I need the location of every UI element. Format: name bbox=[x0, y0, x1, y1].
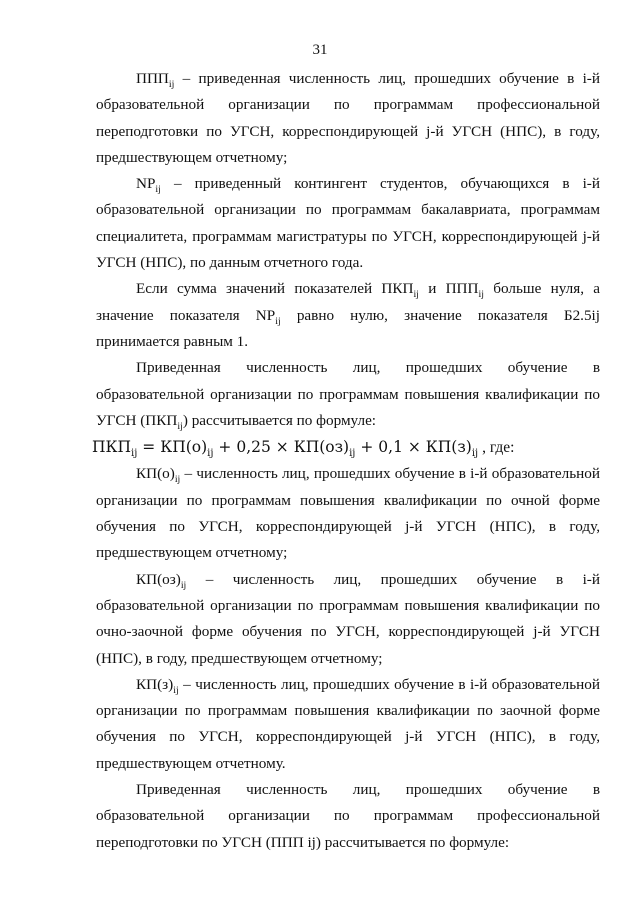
paragraph-pkp-intro: Приведенная численность лиц, прошедших обучение в образовательной организации по программам повышения квалификации по УГСН $(ПКП_{ij})$ рассчитывается по формуле: bbox=[96, 359, 600, 432]
formula-pkp: $ПКП_{ij} = КП(о)_{ij} + 0,25 \times КП(оз)_{ij} + 0,1 \times КП(з)_{ij}$ , где: bbox=[92, 438, 515, 460]
document-body bbox=[92, 66, 600, 856]
paragraph-condition: Если сумма значений показателей $ПКП_{ij}$ и $ППП_{ij}$ больше нуля, а значение показателя $NP_{ij}$ равно нулю, значение показателя Б2.5ij принимается равным 1. bbox=[96, 280, 600, 350]
paragraph-np-definition bbox=[96, 171, 600, 276]
term-np: NP bbox=[136, 175, 156, 193]
page-number: 31 bbox=[312, 42, 328, 58]
subscript-ij: ij bbox=[168, 79, 175, 91]
definition-text: – приведенный контингент студентов, обучающихся в i-й образовательной организации по программам бакалавриата, программам специалитета, программам магистратуры по УГСН, корреспондирующей j-й УГСН (НПС), по данным отчетного года. bbox=[96, 175, 600, 272]
paragraph-ppp-intro: Приведенная численность лиц, прошедших обучение в образовательной организации по программам профессиональной переподготовки по УГСН (ППП ij) рассчитывается по формуле: bbox=[96, 781, 600, 851]
definition-kp-z: $КП(з)_{ij}$ – численность лиц, прошедших обучение в i-й образовательной организации по программам повышения квалификации по заочной форме обучения по УГСН, корреспондирующей j-й УГСН (НПС), в году, предшествующем отчетному. bbox=[96, 675, 600, 772]
definition-kp-o: $КП(о)_{ij}$ – численность лиц, прошедших обучение в i-й образовательной организации по программам повышения квалификации по очной форме обучения по УГСН, корреспондирующей j-й УГСН (НПС), в году, предшествующем отчетному; bbox=[96, 465, 600, 562]
term-ppp: ППП bbox=[136, 70, 169, 87]
definition-text: – приведенная численность лиц, прошедших обучение в i-й образовательной организации по программам профессиональной переподготовки по УГСН, корреспондирующей j-й УГСН (НПС), в году, предшествующем отчетному; bbox=[96, 70, 600, 166]
paragraph-ppp-definition bbox=[96, 66, 600, 171]
subscript-ij: ij bbox=[155, 184, 161, 196]
definition-kp-oz: $КП(оз)_{ij}$ – численность лиц, прошедших обучение в i-й образовательной организации по программам повышения квалификации по очно-заочной форме обучения по УГСН, корреспондирующей j-й УГСН (НПС), в году, предшествующем отчетному; bbox=[96, 570, 600, 667]
